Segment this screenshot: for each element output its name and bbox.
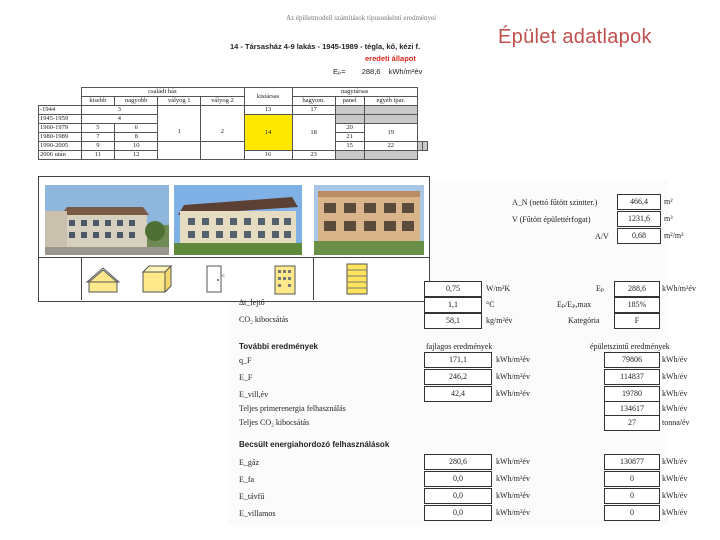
type-cell: 4 (81, 115, 158, 124)
carrier-spec: 0,0 (424, 471, 492, 487)
perf-value: 185% (614, 297, 660, 313)
type-cell (422, 142, 427, 151)
type-cell: 5 (81, 124, 115, 133)
perf-unit: kWh/m²év (662, 284, 696, 293)
further-spec: 246,2 (424, 369, 492, 385)
further-title: További eredmények (239, 342, 318, 351)
group-header-large-block: nagytársas (292, 88, 417, 97)
icon-divider (81, 258, 82, 300)
ep-label: Eₚ= (333, 67, 346, 76)
type-cell (201, 142, 244, 160)
type-cell: 8 (115, 133, 158, 142)
geometry-unit: m²/m³ (664, 231, 684, 240)
perf-label: Eₚ (596, 284, 605, 293)
sub-header: panel (335, 97, 364, 106)
further-label: E_F (239, 373, 253, 382)
typology-table (38, 87, 428, 160)
carrier-label: E_villamos (239, 509, 276, 518)
geometry-label: V (Fűtött épülettérfogat) (512, 215, 591, 224)
geometry-value: 0,68 (617, 228, 661, 244)
type-cell: 19 (364, 124, 417, 142)
carrier-spec-unit: kWh/m²év (496, 491, 530, 500)
geometry-unit: m² (664, 197, 673, 206)
period-label: 1980-1989 (39, 133, 82, 142)
geometry-label: A/V (595, 232, 609, 241)
type-cell (335, 106, 364, 115)
building-photo-3 (314, 185, 424, 255)
type-cell: 6 (115, 124, 158, 133)
state-label: eredeti állapot (365, 54, 416, 63)
further-bld: 27 (604, 415, 660, 431)
carrier-bld-unit: kWh/év (662, 491, 688, 500)
further-bld-unit: kWh/év (662, 355, 688, 364)
perf-value: 58,1 (424, 313, 482, 329)
type-cell: 18 (292, 115, 335, 151)
carrier-bld: 0 (604, 505, 660, 521)
perf-unit: kg/m²év (486, 316, 513, 325)
ep-summary (333, 67, 422, 76)
type-cell: 23 (292, 151, 335, 160)
perf-value: 288,6 (614, 281, 660, 297)
type-cell (364, 106, 417, 115)
building-photo-1 (45, 185, 169, 255)
further-bld-unit: kWh/év (662, 389, 688, 398)
period-label: 1960-1979 (39, 124, 82, 133)
geometry-label: A_N (nettó fűtött szintter.) (512, 198, 598, 207)
sub-header: vályog 2 (201, 97, 244, 106)
type-cell: 12 (115, 151, 158, 160)
carrier-label: E_távfű (239, 492, 265, 501)
type-icons-row (39, 257, 429, 300)
sub-header: kisebb (81, 97, 115, 106)
perf-value: 0,75 (424, 281, 482, 297)
further-spec-unit: kWh/m²év (496, 355, 530, 364)
further-bld-unit: kWh/év (662, 404, 688, 413)
further-bld: 79806 (604, 352, 660, 368)
carriers-title: Becsült energiahordozó felhasználások (239, 440, 390, 449)
further-label: Teljes primerenergia felhasználás (239, 404, 346, 413)
carrier-spec-unit: kWh/m²év (496, 474, 530, 483)
slide-title: Épület adatlapok (498, 26, 652, 48)
further-bld: 114837 (604, 369, 660, 385)
carrier-label: E_gáz (239, 458, 259, 467)
perf-unit: W/m²K (486, 284, 511, 293)
building-photo-2 (174, 185, 302, 255)
type-cell (158, 106, 201, 124)
type-cell: 17 (292, 106, 335, 115)
carrier-bld: 130877 (604, 454, 660, 470)
type-cell: 13 (244, 106, 292, 115)
perf-unit: °C (486, 300, 495, 309)
detached-house-icon (83, 258, 123, 300)
carrier-spec: 0,0 (424, 505, 492, 521)
icon-marker: < (221, 272, 225, 280)
period-label: 2006 után (39, 151, 82, 160)
further-bld: 134617 (604, 401, 660, 417)
type-cell: 15 (335, 142, 364, 151)
col-building: épületszintű eredmények (590, 342, 670, 351)
period-label: 1945-1959 (39, 115, 82, 124)
sub-header: nagyobb (115, 97, 158, 106)
carrier-bld-unit: kWh/év (662, 474, 688, 483)
type-cell: 3 (81, 106, 158, 115)
type-cell: 20 (335, 124, 364, 133)
type-cell (201, 106, 244, 124)
tall-building-icon (337, 258, 377, 300)
carrier-label: E_fa (239, 475, 255, 484)
carrier-spec-unit: kWh/m²év (496, 457, 530, 466)
perf-label: Eₚ/Eₚ,max (557, 300, 592, 309)
perf-value: F (614, 313, 660, 329)
type-cell: 2 (201, 124, 244, 142)
further-bld-unit: tonna/év (662, 418, 690, 427)
carrier-bld-unit: kWh/év (662, 457, 688, 466)
building-type-title: 14 - Társasház 4-9 lakás - 1945-1989 - tégla, kő, kézi f. (230, 42, 421, 51)
house-cube-icon (135, 258, 175, 300)
geometry-value: 1231,6 (617, 211, 661, 227)
document-caption: Az épületmodell számítások típusonkénti eredményei (286, 14, 437, 22)
further-bld: 19780 (604, 386, 660, 402)
geometry-value: 466,4 (617, 194, 661, 210)
group-header-family: családi ház (81, 88, 244, 97)
block-building-icon (265, 258, 305, 300)
sub-header: hagyom. (292, 97, 335, 106)
type-cell: 16 (244, 151, 292, 160)
type-cell (335, 115, 364, 124)
type-cell-selected: 14 (244, 115, 292, 151)
ep-unit: kWh/m²év (388, 67, 423, 76)
carrier-spec-unit: kWh/m²év (496, 508, 530, 517)
period-label: 1990-2005 (39, 142, 82, 151)
perf-label: Δt_lejtő (239, 298, 265, 307)
period-label: -1944 (39, 106, 82, 115)
type-cell (335, 151, 364, 160)
carrier-bld-unit: kWh/év (662, 508, 688, 517)
col-specific: fajlagos eredmények (426, 342, 493, 351)
further-spec: 171,1 (424, 352, 492, 368)
type-cell (364, 151, 417, 160)
photo-panel (38, 176, 430, 302)
further-label: E_vill,év (239, 390, 269, 399)
carrier-spec: 280,6 (424, 454, 492, 470)
further-spec: 42,4 (424, 386, 492, 402)
type-cell: 21 (335, 133, 364, 142)
geometry-unit: m³ (664, 214, 673, 223)
sub-header: vályog 1 (158, 97, 201, 106)
further-spec-unit: kWh/m²év (496, 372, 530, 381)
further-label: Teljes CO₂ kibocsátás (239, 418, 310, 427)
type-cell: 11 (81, 151, 115, 160)
sub-header: egyéb ipar. (364, 97, 417, 106)
further-label: q_F (239, 356, 252, 365)
perf-label: Kategória (568, 316, 600, 325)
carrier-spec: 0,0 (424, 488, 492, 504)
type-cell (158, 142, 201, 160)
ep-value: 288,6 (361, 67, 381, 76)
further-spec-unit: kWh/m²év (496, 389, 530, 398)
further-bld-unit: kWh/év (662, 372, 688, 381)
carrier-bld: 0 (604, 488, 660, 504)
perf-label: CO₂ kibocsátás (239, 315, 289, 324)
type-cell: 7 (81, 133, 115, 142)
group-header-small-block: kistársas (244, 88, 292, 106)
type-cell: 22 (364, 142, 417, 151)
icon-divider (313, 258, 314, 300)
type-cell: 9 (81, 142, 115, 151)
carrier-bld: 0 (604, 471, 660, 487)
type-cell: 10 (115, 142, 158, 151)
corner-cell (39, 88, 82, 106)
type-cell: 1 (158, 124, 201, 142)
perf-value: 1,1 (424, 297, 482, 313)
type-cell (364, 115, 417, 124)
